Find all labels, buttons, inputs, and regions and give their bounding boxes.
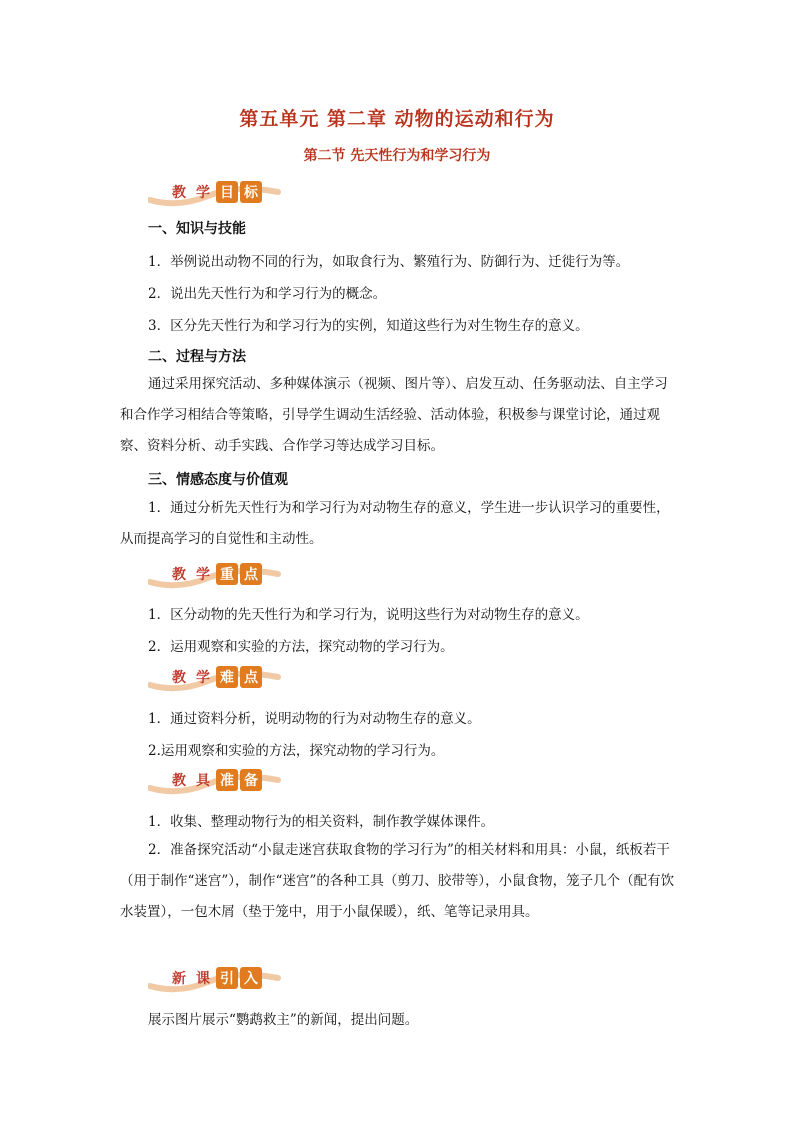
badge-char: 新: [172, 971, 186, 987]
heading-process: 二、过程与方法: [148, 349, 246, 365]
badge-char: 学: [196, 670, 210, 686]
badge-char: 课: [196, 971, 210, 987]
teaching-difficulty-badge: [148, 663, 288, 693]
focus-item-2: 2．运用观察和实验的方法，探究动物的学习行为。: [148, 639, 454, 655]
badge-char: 学: [196, 185, 210, 201]
tools-item-2: 2．准备探究活动“小鼠走迷宫获取食物的学习行为”的相关材料和用具：小鼠，纸板若干（用于制作“迷宫”），制作“迷宫”的各种工具（剪刀、胶带等），小鼠食物，笼子几个（配有饮水装置），一包木屑（垫于笼中，用于小鼠保暖），纸、笔等记录用具。: [120, 842, 675, 920]
badge-char: 引: [216, 967, 238, 989]
intro-item-1: 展示图片展示“鹦鹉救主”的新闻，提出问题。: [148, 1012, 419, 1028]
badge-char: 教: [172, 567, 186, 583]
section-subtitle: 第二节 先天性行为和学习行为: [303, 148, 491, 164]
badge-char: 准: [216, 769, 238, 791]
badge-char: 目: [216, 181, 238, 203]
badge-char: 点: [240, 666, 262, 688]
knowledge-item-3: 3．区分先天性行为和学习行为的实例，知道这些行为对生物生存的意义。: [148, 318, 589, 334]
heading-knowledge: 一、知识与技能: [148, 221, 246, 237]
teaching-focus-badge: [148, 560, 288, 590]
attitude-paragraph: 1．通过分析先天性行为和学习行为对动物生存的意义，学生进一步认识学习的重要性，从而提高学习的自觉性和主动性。: [120, 500, 670, 547]
tools-item-1: 1．收集、整理动物行为的相关资料，制作教学媒体课件。: [148, 814, 495, 830]
badge-char: 具: [196, 773, 210, 789]
difficulty-item-2: 2.运用观察和实验的方法，探究动物的学习行为。: [148, 743, 445, 759]
badge-char: 入: [240, 967, 262, 989]
badge-char: 学: [196, 567, 210, 583]
badge-char: 难: [216, 666, 238, 688]
focus-item-1: 1．区分动物的先天性行为和学习行为，说明这些行为对动物生存的意义。: [148, 607, 589, 623]
teaching-tools-badge: [148, 766, 288, 796]
badge-char: 教: [172, 773, 186, 789]
badge-char: 教: [172, 670, 186, 686]
badge-char: 备: [240, 769, 262, 791]
knowledge-item-1: 1．举例说出动物不同的行为，如取食行为、繁殖行为、防御行为、迁徙行为等。: [148, 254, 630, 270]
process-paragraph: 通过采用探究活动、多种媒体演示（视频、图片等）、启发互动、任务驱动法、自主学习和合作学习相结合等策略，引导学生调动生活经验、活动体验，积极参与课堂讨论，通过观察、资料分析、动手实践、合作学习等达成学习目标。: [120, 376, 668, 454]
knowledge-item-2: 2．说出先天性行为和学习行为的概念。: [148, 286, 387, 302]
unit-title: 第五单元 第二章 动物的运动和行为: [239, 108, 555, 130]
heading-attitude: 三、情感态度与价值观: [148, 472, 288, 488]
teaching-goals-badge: [148, 178, 288, 208]
badge-char: 重: [216, 563, 238, 585]
badge-char: 点: [240, 563, 262, 585]
difficulty-item-1: 1．通过资料分析，说明动物的行为对动物生存的意义。: [148, 711, 481, 727]
badge-char: 标: [240, 181, 262, 203]
new-lesson-intro-badge: [148, 964, 288, 994]
badge-char: 教: [172, 185, 186, 201]
